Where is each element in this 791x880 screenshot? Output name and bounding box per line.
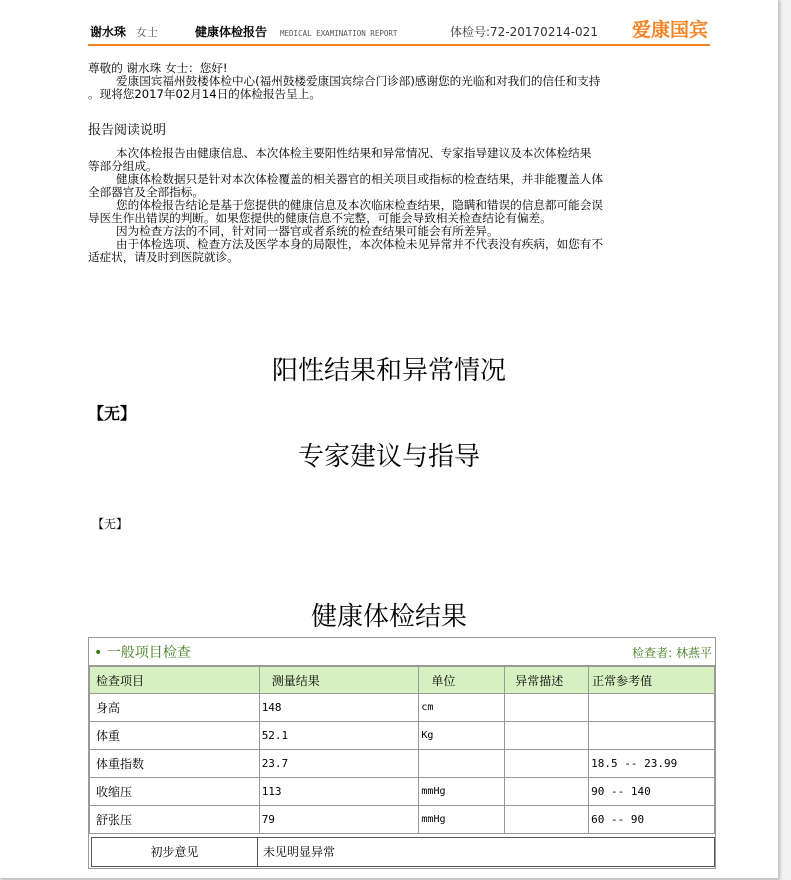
item-cell: 身高 [90,694,260,722]
patient-gender: 女士 [136,26,158,39]
value-cell: 79 [259,806,419,834]
column-header: 正常参考值 [589,667,715,694]
greeting [88,62,718,101]
item-cell: 体重 [90,722,260,750]
positive-results-value: 【无】 [88,404,137,423]
column-header: 单位 [419,667,505,694]
ref-cell: 60 -- 90 [589,806,715,834]
report-header [88,12,710,46]
unit-cell: cm [419,694,505,722]
exam-results-title: 健康体检结果 [310,602,467,632]
table-row [90,778,715,806]
opinion-label: 初步意见 [92,838,258,866]
ref-cell: 18.5 -- 23.99 [589,750,715,778]
table-row [90,750,715,778]
ref-cell [589,722,715,750]
positive-results-title: 阳性结果和异常情况 [271,356,506,386]
ref-cell [589,694,715,722]
value-cell: 113 [259,778,419,806]
abnormal-cell [505,722,589,750]
notes-line: 适症状，请及时到医院就诊。 [88,250,239,264]
abnormal-cell [505,694,589,722]
column-header: 检查项目 [90,667,260,694]
opinion-value: 未见明显异常 [263,845,336,859]
exam-number: 体检号:72-20170214-021 [450,25,598,39]
preliminary-opinion-row [91,837,715,867]
column-header: 测量结果 [259,667,419,694]
table-row [90,806,715,834]
table-row [90,722,715,750]
results-table [89,666,715,834]
item-cell: 收缩压 [90,778,260,806]
results-table-panel [88,637,716,869]
greeting-line: 爱康国宾福州鼓楼体检中心(福州鼓楼爱康国宾综合门诊部)感谢您的光临和对我们的信任和支持 [116,74,601,88]
notes-line: 因为检查方法的不同，针对同一器官或者系统的检查结果可能会有所差异。 [116,224,499,238]
reading-notes-title: 报告阅读说明 [88,123,167,138]
greeting-line: 。现将您2017年02月14日的体检报告呈上。 [88,87,321,101]
unit-cell [419,750,505,778]
expert-advice-value: 【无】 [92,517,129,531]
expert-advice-title: 专家建议与指导 [297,442,480,472]
report-title-en: MEDICAL EXAMINATION REPORT [280,29,398,38]
unit-cell: Kg [419,722,505,750]
abnormal-cell [505,750,589,778]
brand-logo: 爱康国宾 [631,19,708,41]
patient-name: 谢水珠 [90,25,127,39]
value-cell: 148 [259,694,419,722]
table-header-row [90,667,715,694]
notes-line: 您的体检报告结论是基于您提供的健康信息及本次临床检查结果，隐瞒和错误的信息都可能会误 [116,198,603,212]
abnormal-cell [505,778,589,806]
category-row [89,638,715,666]
column-header: 异常描述 [505,667,589,694]
notes-line: 由于体检选项、检查方法及医学本身的局限性，本次体检未见异常并不代表没有疾病，如您有不 [116,237,603,251]
reading-notes-body [88,147,718,264]
abnormal-cell [505,806,589,834]
value-cell: 23.7 [259,750,419,778]
notes-line: 健康体检数据只是针对本次体检覆盖的相关器官的相关项目或指标的检查结果，并非能覆盖人体 [116,172,603,186]
item-cell: 舒张压 [90,806,260,834]
notes-line: 导医生作出错误的判断。如果您提供的健康信息不完整，可能会导致相关检查结论有偏差。 [88,211,552,225]
ref-cell: 90 -- 140 [589,778,715,806]
unit-cell: mmHg [419,778,505,806]
notes-line: 全部器官及全部指标。 [88,185,204,199]
examiner: 检查者: 林燕平 [632,646,712,660]
greeting-line: 尊敬的 谢水珠 女士：您好! [88,61,228,75]
category-title: • 一般项目检查 [94,645,191,661]
table-row [90,694,715,722]
value-cell: 52.1 [259,722,419,750]
report-title: 健康体检报告 [195,25,268,39]
unit-cell: mmHg [419,806,505,834]
item-cell: 体重指数 [90,750,260,778]
notes-line: 本次体检报告由健康信息、本次体检主要阳性结果和异常情况、专家指导建议及本次体检结果 [116,146,592,160]
notes-line: 等部分组成。 [88,159,158,173]
